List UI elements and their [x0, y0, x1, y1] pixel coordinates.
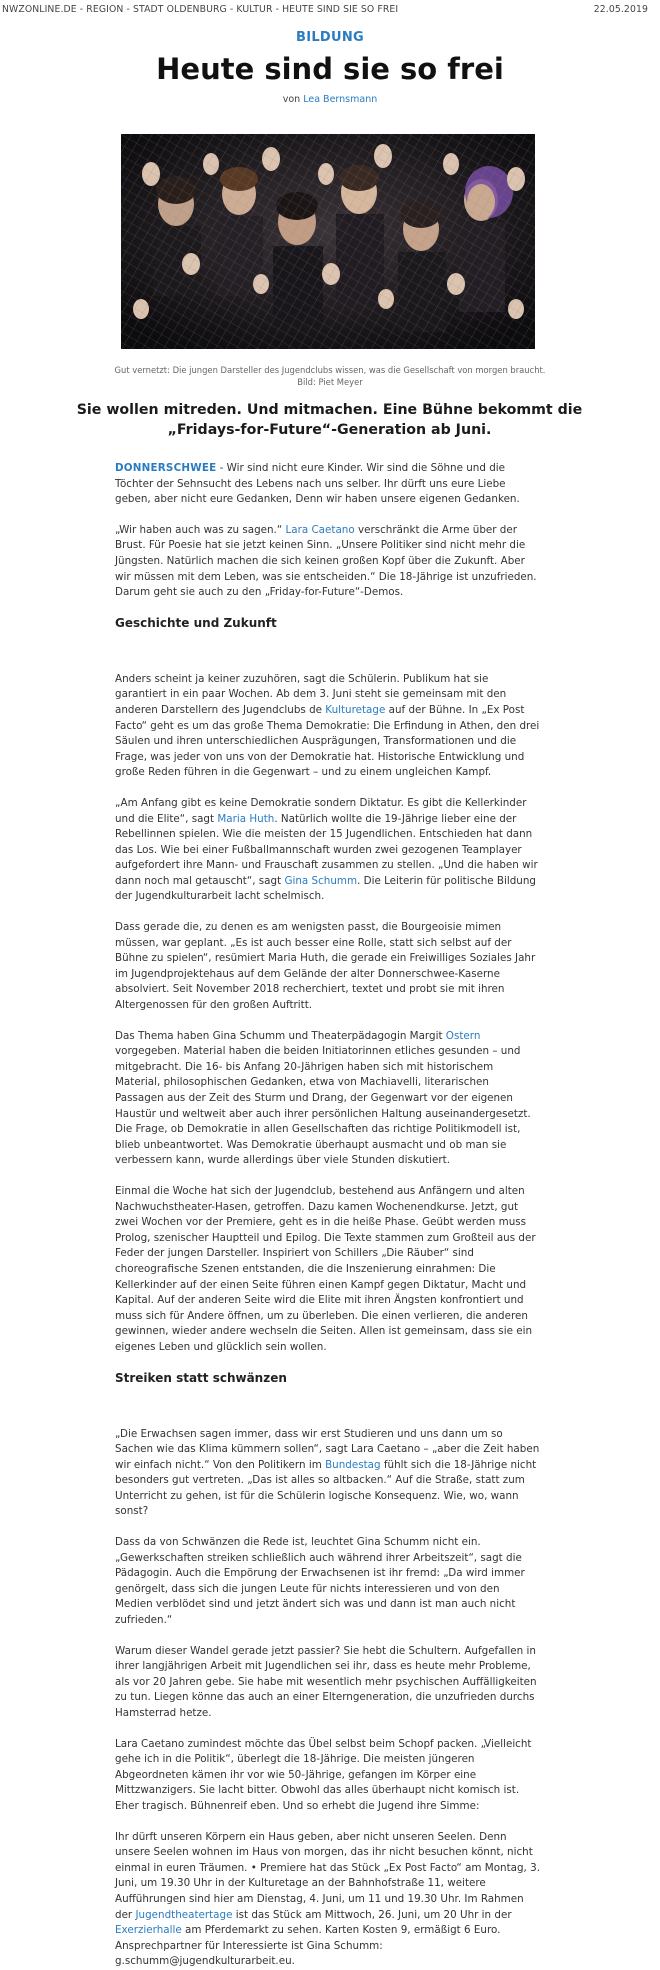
- category-label[interactable]: BILDUNG: [295, 30, 365, 45]
- section-heading: Geschichte und Zukunft: [115, 615, 277, 630]
- byline-prefix: von: [282, 94, 301, 105]
- article-lead: Sie wollen mitreden. Und mitmachen. Eine Bühne bekommt die „Fridays-for-Future“-Generation ab Juni.: [76, 402, 583, 438]
- paragraph: Anders scheint ja keiner zuzuhören, sagt die Schülerin. Publikum hat sie garantiert in ein paar Wochen. Ab dem 3. Juni steht sie gemeinsam mit den anderen Darstellern des Jugendclubs de Kulturetage auf der Bühne. In „Ex Post Facto“ geht es um das große Thema Demokratie: Die Erfindung in Athen, den drei Säulen und ihren unterschiedlichen Ausprägungen, Transformationen und die Frage, was jeder von uns von der Demokratie hat. Historische Entwicklung und große Reden führen in die Gegenwart – und zu einem ungleichen Kampf.: [115, 672, 540, 779]
- dateline-location[interactable]: DONNERSCHWEE: [115, 462, 217, 474]
- tag-link-ostern[interactable]: Ostern: [445, 1029, 481, 1042]
- article-photo[interactable]: [121, 134, 535, 349]
- tag-link-exerzierhalle[interactable]: Exerzierhalle: [115, 1924, 182, 1937]
- paragraph: Dass da von Schwänzen die Rede ist, leuchtet Gina Schumm nicht ein. „Gewerkschaften streiken schließlich auch während ihrer Arbeitszeit“, sagt die Pädagogin. Auch die Empörung der Erwachsenen ist ihr fremd: „Da wird immer genörgelt, dass sich die jungen Leute für nichts interessieren und von den Medien verblödet sind und jetzt ändert sich was und dann ist man auch nicht zufrieden.“: [115, 1536, 525, 1627]
- tag-link-kulturetage[interactable]: Kulturetage: [325, 703, 386, 716]
- article-title: Heute sind sie so frei: [156, 52, 504, 86]
- paragraph: „Die Erwachsen sagen immer, dass wir erst Studieren und uns dann um so Sachen wie das Klima kümmern sollen“, sagt Lara Caetano – „aber die Zeit haben wir einfach nicht.“ Von den Politikern im Bundestag fühlt sich die 18-Jährige nicht besonders gut vertreten. „Das ist alles so altbacken.“ Auf die Straße, statt zum Unterricht zu gehen, ist für die Schülerin logische Konsequenz. Wie, wo, wann sonst?: [115, 1427, 540, 1518]
- byline: [0, 94, 660, 105]
- paragraph: Lara Caetano zumindest möchte das Übel selbst beim Schopf packen. „Vielleicht gehe ich in die Politik“, überlegt die 18-Jährige. Die meisten jüngeren Abgeordneten kämen ihr vor wie 50-Jährige, gefangen im Körper eine Mittzwanzigers. Sie lacht bitter. Obwohl das alles überhaupt nicht komisch ist. Eher tragisch. Bühnenreif eben. Und so erhebt die Jugend ihre Simme:: [115, 1737, 532, 1812]
- photo-youth-theatre-group-behind-net: [121, 134, 535, 349]
- paragraph: Ihr dürft unseren Körpern ein Haus geben, aber nicht unseren Seelen. Denn unsere Seelen wohnen im Haus von morgen, das ihr nicht besuchen könnt, nicht einmal in euren Träumen. • Premiere hat das Stück „Ex Post Facto“ am Montag, 3. Juni, um 19.30 Uhr in der Kulturetage an der Bahnhofstraße 11, weitere Aufführungen sind hier am Dienstag, 4. Juni, um 11 und 19.30 Uhr. Im Rahmen der Jugendtheatertage ist das Stück am Mittwoch, 26. Juni, um 20 Uhr in der Exerzierhalle am Pferdemarkt zu sehen. Karten Kosten 9, ermäßigt 6 Euro. Ansprechpartner für Interessierte ist Gina Schumm: g.schumm@jugendkulturarbeit.eu.: [115, 1830, 540, 1968]
- paragraph: Das Thema haben Gina Schumm und Theaterpädagogin Margit Ostern vorgegeben. Material haben die beiden Initiatorinnen etliches gesunden – und mitgebracht. Die 16- bis Anfang 20-Jährigen haben sich mit historischem Material, philosophischen Gedanken, etwa von Machiavelli, literarischen Passagen aus der Zeit des Sturm und Drang, der Gegenwart vor der eigenen Haustür und weltweit aber auch ihrer persönlichen Haltung auseinandergesetzt. Die Frage, ob Demokratie in allen Gesellschaften das richtige Politikmodell ist, blieb unbeantwortet. Was Demokratie überhaupt ausmacht und ob man sie verbessern kann, wurde allerdings über viele Stunden diskutiert.: [115, 1029, 531, 1167]
- caption-text: Gut vernetzt: Die jungen Darsteller des Jugendclubs wissen, was die Gesellschaft von morgen braucht.: [114, 365, 546, 375]
- paragraph: Dass gerade die, zu denen es am wenigsten passt, die Bourgeoisie mimen müssen, war geplant. „Es ist auch besser eine Rolle, statt sich selbst auf der Bühne zu spielen“, resümiert Maria Huth, die gerade ein Freiwilliges Soziales Jahr im Jugendprojektehaus auf dem Gelände der alter Donnerschwee-Kaserne absolviert. Seit November 2018 recherchiert, textet und probt sie mit ihren Altergenossen für den großen Auftritt.: [115, 921, 536, 1012]
- paragraph: Einmal die Woche hat sich der Jugendclub, bestehend aus Anfängern und alten Nachwuchstheater-Hasen, getroffen. Dazu kamen Wochenendkurse. Jetzt, gut zwei Wochen vor der Premiere, geht es in die heiße Phase. Geübt werden muss Prolog, szenischer Hauptteil und Epilog. Die Texte stammen zum Großteil aus der Feder der jungen Darsteller. Inspiriert von Schillers „Die Räuber“ sind choreografische Szenen entstanden, die die Inszenierung einrahmen: Die Kellerkinder auf der einen Seite führen einen Kampf gegen Diktatur, Macht und Kapital. Auf der anderen Seite wird die Elite mit ihren Ängsten konfrontiert und muss sich für Andere öffnen, um zu überleben. Die einen verlieren, die anderen gewinnen, wieder andere wechseln die Seiten. Allen ist gemeinsam, dass sie ein eigenes Leben und glücklich sein wollen.: [115, 1184, 536, 1353]
- paragraph: Warum dieser Wandel gerade jetzt passier? Sie hebt die Schultern. Aufgefallen in ihrer langjährigen Arbeit mit Jugendlichen sei ihr, dass es heute mehr Probleme, als vor 20 Jahren gebe. Sie habe mit wesentlich mehr psychischen Auffälligkeiten zu tun. Liegen könne das auch an einer Elterngeneration, die unzufrieden durchs Hamsterrad hetze.: [115, 1644, 537, 1719]
- tag-link-bundestag[interactable]: Bundestag: [325, 1458, 381, 1471]
- breadcrumb[interactable]: NWZONLINE.DE - REGION - STADT OLDENBURG - KULTUR - HEUTE SIND SIE SO FREI: [2, 4, 399, 15]
- tag-link-gina-schumm[interactable]: Gina Schumm: [284, 874, 358, 887]
- paragraph: „Am Anfang gibt es keine Demokratie sondern Diktatur. Es gibt die Kellerkinder und die Elite“, sagt Maria Huth. Natürlich wollte die 19-Jährige lieber eine der Rebellinnen spielen. Wie die meisten der 15 Jugendlichen. Entschieden hat dann das Los. Wie bei einer Fußballmannschaft wurden zwei gezogenen Teamplayer aufgefordert ihre Mann- und Frauschaft zusammen zu stellen. „Und die haben wir dann noch mal getauscht“, sagt Gina Schumm. Die Leiterin für politische Bildung der Jugendkulturarbeit lacht schelmisch.: [115, 796, 538, 903]
- paragraph: DONNERSCHWEE - Wir sind nicht eure Kinder. Wir sind die Söhne und die Töchter der Sehnsucht des Lebens nach uns selber. Ihr dürft uns eure Liebe geben, aber nicht eure Gedanken, Denn wir haben unsere eigenen Gedanken.: [115, 462, 520, 506]
- photo-credit: Bild: Piet Meyer: [297, 377, 363, 387]
- publish-date: 22.05.2019: [593, 4, 648, 15]
- photo-caption: [0, 364, 660, 388]
- paragraph: „Wir haben auch was zu sagen.“ Lara Caetano verschränkt die Arme über der Brust. Für Poesie hat sie jetzt keinen Sinn. „Unsere Politiker sind nicht mehr die Jüngsten. Natürlich machen die sich keinen großen Kopf über die Zukunft. Aber wir müssen mit dem Leben, was sie entscheiden.“ Die 18-Jährige ist unzufrieden. Darum geht sie auch zu den „Friday-for-Future“-Demos.: [115, 523, 537, 599]
- section-heading: Streiken statt schwänzen: [115, 1370, 287, 1385]
- tag-link-lara-caetano[interactable]: Lara Caetano: [285, 523, 355, 536]
- article-body: [115, 461, 540, 1970]
- tag-link-jugendtheatertage[interactable]: Jugendtheatertage: [135, 1908, 233, 1921]
- tag-link-maria-huth[interactable]: Maria Huth: [217, 812, 275, 825]
- author-link[interactable]: Lea Bernsmann: [303, 94, 378, 105]
